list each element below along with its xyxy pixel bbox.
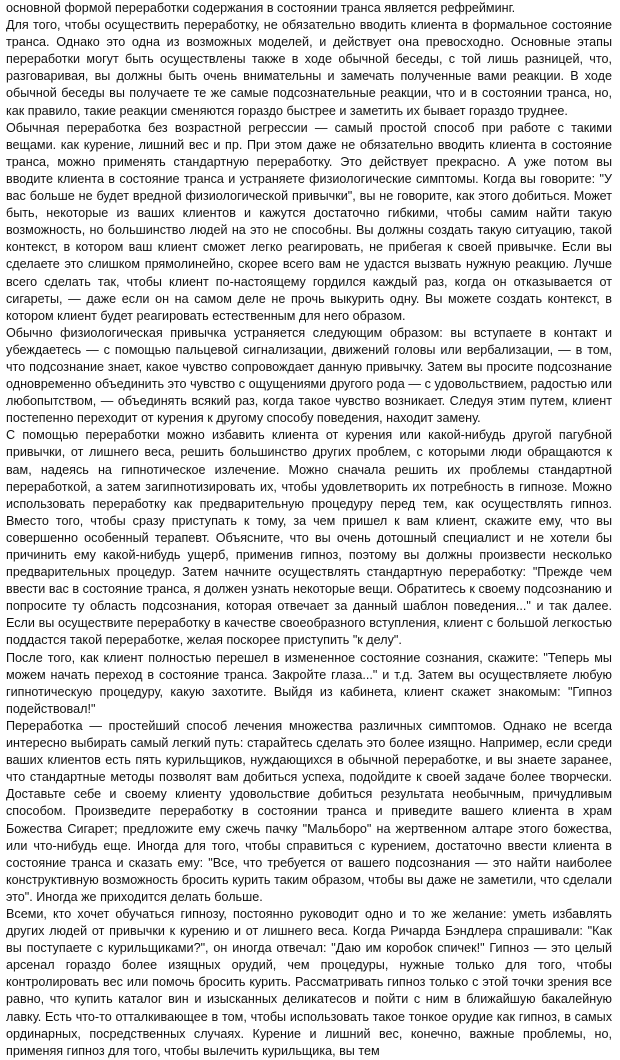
paragraph-preliminary-procedure: С помощью переработки можно избавить клиента от курения или какой-нибудь другой пагубной привычки, от лишнего веса, решить большинство других проблем, с которыми люди обращаются к вам, надеясь на гипнотическое излечение. Можно сначала решить их проблемы стандартной переработкой, а затем загипнотизировать их, чтобы удовлетворить их потребность в гипнозе. Можно использовать переработку как предварительную процедуру перед тем, как осуществлять гипноз. Вместо того, чтобы сразу приступать к тому, за чем пришел к вам клиент, скажите ему, что вы совершенно особенный терапевт. Объясните, что вы очень дотошный специалист и не хотели бы причинить ему какой-нибудь ущерб, применив гипноз, поэтому вы должны произвести несколько предварительных процедур. Затем начните осуществлять стандартную переработку: "Прежде чем ввести вас в состояние транса, я должен узнать некоторые вещи. Обратитесь к своему подсознанию и попросите ту область подсознания, которая отвечает за данный шаблон поведения..." и так далее. Если вы осуществите переработку в качестве своеобразного вступления, клиент с большой легкостью поддастся такой переработке, желая поскорее приступить "к делу". bbox=[6, 428, 612, 648]
paragraph-hypnosis-arsenal: Всеми, кто хочет обучаться гипнозу, постоянно руководит одно и то же желание: уметь избавлять других людей от привычки к курению и от лишнего веса. Когда Ричарда Бэндлера спрашивали: "Как вы поступаете с курильщиками?", он иногда отвечал: "Даю им коробок спичек!" Гипноз — это целый арсенал гораздо более изящных орудий, чем процедуры, нужные только для того, чтобы контролировать вес или помочь бросить курить. Рассматривать гипноз только с этой точки зрения все равно, что купить каталог вин и изысканных деликатесов и пойти с ним в ближайшую бакалейную лавку. Есть что-то отталкивающее в том, чтобы использовать такое тонкое орудие как гипноз, в самых ординарных, посредственных случаях. Курение и лишний вес, конечно, важные проблемы, но, применяя гипноз для того, чтобы вылечить курильщика, вы тем bbox=[6, 906, 612, 1058]
paragraph-trance-optional: Для того, чтобы осуществить переработку, не обязательно вводить клиента в формальное состояние транса. Однако это одна из возможных моделей, и действует она превосходно. Основные этапы переработки могут быть осуществлены также в ходе обычной беседы, с той лишь разницей, что, разговаривая, вы должны быть очень внимательны и замечать полученные вами реакции. В ходе обычной беседы вы получаете те же самые подсознательные реакции, что и в состоянии транса, но, как правило, такие реакции сменяются гораздо быстрее и заметить их бывает гораздо труднее. bbox=[6, 18, 612, 118]
paragraph-basic-reframing: Обычная переработка без возрастной регрессии — самый простой способ при работе с такими вещами. как курение, лишний вес и пр. При этом даже не обязательно вводить клиента в состояние транса, можно применять стандартную переработку. Это действует прекрасно. А уже потом вы вводите клиента в состояние транса и устраняете физиологические симптомы. Когда вы говорите: "У вас больше не будет вредной физиологической привычки", вы не говорите, как этого добиться. Может быть, некоторые из ваших клиентов и кажутся достаточно гибкими, чтобы самим найти такую возможность, но большинство людей на это не способны. Вы должны создать такую ситуацию, такой контекст, в котором ваш клиент сможет легко реагировать, не прибегая к своей привычке. Если вы сделаете это слишком прямолинейно, скорее всего вам не удастся вызвать нужную реакцию. Лучше всего сделать так, чтобы клиент по-настоящему гордился каждый раз, когда он отказывается от сигареты, — даже если он на самом деле не прочь выкурить одну. Вы можете создать контекст, в котором клиент будет реагировать естественным для него образом. bbox=[6, 120, 612, 323]
paragraph-creative-approach: Переработка — простейший способ лечения множества различных симптомов. Однако не всегда интересно выбирать самый легкий путь: старайтесь сделать это более изящно. Например, если среди ваших клиентов есть пять курильщиков, нуждающихся в обычной переработке, и вы знаете заранее, что стандартные методы позволят вам добиться успеха, подойдите к своей задаче более творчески. Доставьте себе и своему клиенту удовольствие добиться результата необычным, причудливым способом. Произведите переработку в состоянии транса и приведите вашего клиента в храм Божества Сигарет; предложите ему сжечь пачку "Мальборо" на жертвенном алтаре этого божества, или что-нибудь еще. Иногда для того, чтобы справиться с курением, достаточно ввести клиента в состояние транса и сказать ему: "Все, что требуется от вашего подсознания — это найти наиболее конструктивную возможность бросить курить таким образом, чтобы вы даже не заметили, что сделали это". Иногда же приходится делать больше. bbox=[6, 718, 612, 904]
paragraph-physiological-habit: Обычно физиологическая привычка устраняется следующим образом: вы вступаете в контакт и убеждаетесь — с помощью пальцевой сигнализации, движений головы или вербализации, — в том, что подсознание знает, какое чувство сопровождает данную привычку. Затем вы просите подсознание одновременно объединить это чувство с ощущениями другого рода — с удовольствием, радостью или любопытством, — объединять всякий раз, когда такое чувство возникает. Следуя этим путем, клиент постепенно переходит от курения к другому способу поведения, находит замену. bbox=[6, 325, 612, 426]
paragraph-trance-transition: После того, как клиент полностью перешел в измененное состояние сознания, скажите: "Теперь мы можем начать переход в состояние транса. Закройте глаза..." и т.д. Затем вы осуществляете любую гипнотическую процедуру, какую захотите. Выйдя из кабинета, клиент скажет знакомым: "Гипноз подействовал!" bbox=[6, 650, 612, 716]
paragraph-intro: основной формой переработки содержания в состоянии транса является рефрейминг. bbox=[6, 1, 516, 15]
